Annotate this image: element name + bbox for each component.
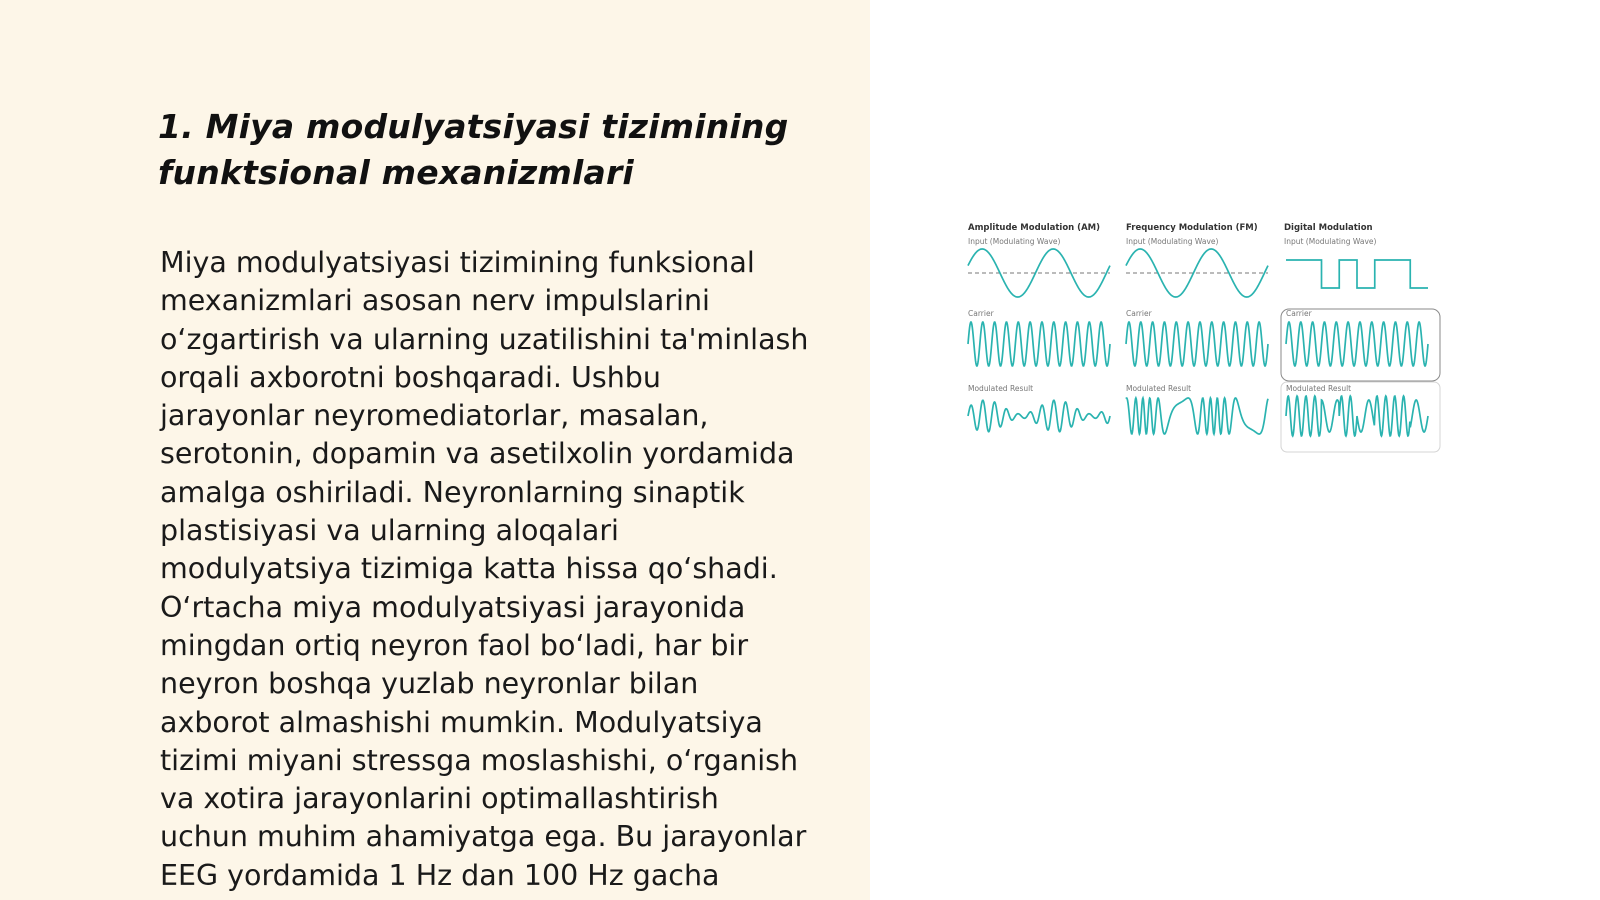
- am-carrier-wave: [968, 322, 1110, 366]
- modulation-diagram-svg: [958, 216, 1458, 456]
- fm-input-label: Input (Modulating Wave): [1126, 237, 1219, 246]
- digital-result-wave: [1286, 396, 1428, 436]
- digital-carrier-wave: [1286, 322, 1428, 366]
- digital-result-label: Modulated Result: [1286, 384, 1352, 393]
- digital-input-wave: [1286, 260, 1428, 288]
- modulation-diagram: [958, 216, 1458, 456]
- fm-carrier-wave: [1126, 322, 1268, 366]
- fm-carrier-label: Carrier: [1126, 309, 1152, 318]
- digital-input-label: Input (Modulating Wave): [1284, 237, 1377, 246]
- digital-panel-title: Digital Modulation: [1284, 223, 1373, 233]
- am-panel-title: Amplitude Modulation (AM): [968, 223, 1100, 233]
- digital-carrier-label: Carrier: [1286, 309, 1312, 318]
- slide-title: 1. Miya modulyatsiyasi tizimining funktsional mexanizmlari: [158, 107, 789, 192]
- fm-result-label: Modulated Result: [1126, 384, 1192, 393]
- am-result-wave: [968, 400, 1110, 431]
- am-carrier-label: Carrier: [968, 309, 994, 318]
- am-input-label: Input (Modulating Wave): [968, 237, 1061, 246]
- fm-result-wave: [1126, 398, 1268, 434]
- am-result-label: Modulated Result: [968, 384, 1034, 393]
- slide-body-text: Miya modulyatsiyasi tizimining funksional mexanizmlari asosan nerv impulslarini o‘zgartirish va ularning uzatilishini ta'minlash orqali axborotni boshqaradi. Ushbu jarayonlar neyromediatorlar, masalan, serotonin, dopamin va asetilxolin yordamida amalga oshiriladi. Neyronlarning sinaptik plastisiyasi va ularning aloqalari modulyatsiya tizimiga katta hissa qo‘shadi. O‘rtacha miya modulyatsiyasi jarayonida mingdan ortiq neyron faol bo‘ladi, har bir neyron boshqa yuzlab neyronlar bilan axborot almashishi mumkin. Modulyatsiya tizimi miyani stressga moslashishi, o‘rganish va xotira jarayonlarini optimallashtirish uchun muhim ahamiyatga ega. Bu jarayonlar EEG yordamida 1 Hz dan 100 Hz gacha: [160, 246, 809, 892]
- fm-panel-title: Frequency Modulation (FM): [1126, 223, 1258, 233]
